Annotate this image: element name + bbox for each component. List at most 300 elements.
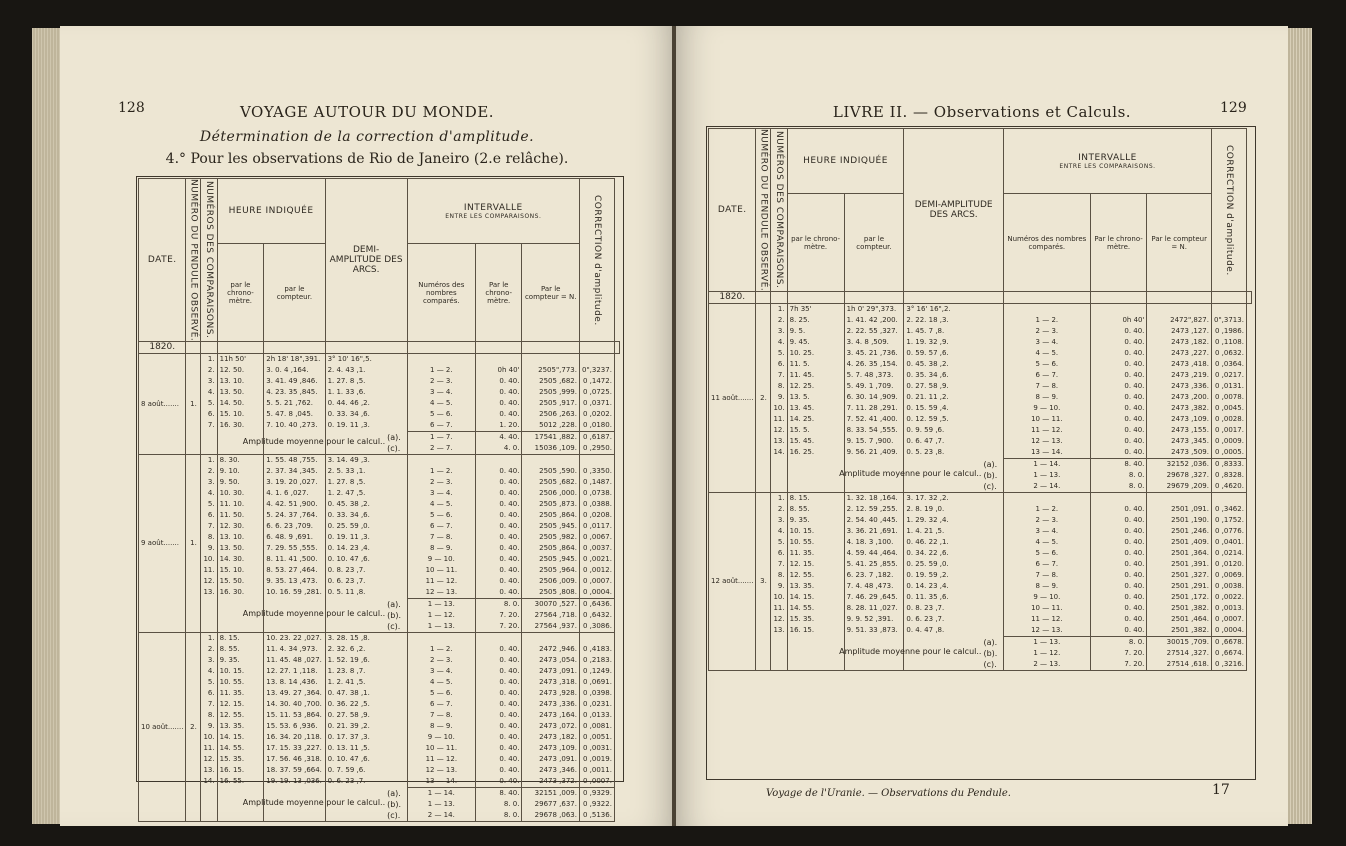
amplitude-correction-value: 0 ,1108.	[1214, 338, 1244, 347]
comparison-number-value: 7.	[777, 560, 785, 569]
comparison-number-value: 6.	[777, 549, 785, 558]
chronometer-time-value: 10. 55.	[789, 538, 815, 547]
chronometer-time-value: 7h 35'	[789, 305, 812, 314]
interval-counter	[522, 455, 580, 599]
interval-chronometer-value: 0. 40.	[499, 467, 520, 476]
interval-counter-value: 2505 ,682.	[539, 377, 577, 386]
compared-numbers-value: 2 — 3.	[430, 377, 453, 386]
counter-time-value: 3. 45. 21 ,736.	[846, 349, 898, 358]
counter-time-value: 6. 30. 14 ,909.	[846, 393, 898, 402]
interval-chronometer-value: 0. 40.	[499, 645, 520, 654]
half-amplitude-value: 0. 25. 59 ,0.	[327, 522, 370, 531]
average-interval-chronometer-value: 8. 0.	[503, 811, 520, 820]
compared-numbers	[407, 633, 475, 788]
compared-numbers-value: 11 — 12.	[1031, 615, 1063, 624]
year-cell: 1820.	[139, 342, 186, 354]
comparison-number-value: 1.	[777, 494, 785, 503]
compared-numbers-value: 9 — 10.	[427, 733, 455, 742]
interval-chronometer-value: 0. 40.	[499, 577, 520, 586]
counter-time-value: 8. 28. 11 ,027.	[846, 604, 898, 613]
average-interval-counter-value: 29678 ,327.	[1166, 471, 1209, 480]
pendulum-number-cell: 1.	[186, 354, 201, 455]
compared-numbers-value: 8 — 9.	[430, 722, 453, 731]
half-amplitude-value: 0. 33. 34 ,6.	[327, 511, 370, 520]
interval-counter-value: 2505 ,864.	[539, 511, 577, 520]
average-compared-numbers-value: 1 — 12.	[427, 611, 455, 620]
comparison-number-value: 8.	[777, 571, 785, 580]
compared-numbers-value: 10 — 11.	[425, 744, 458, 753]
counter-time-value: 2h 18' 18",391.	[266, 355, 321, 364]
counter-time-value: 2. 37. 34 ,345.	[266, 467, 318, 476]
chronometer-time-value: 12. 50.	[219, 366, 245, 375]
amplitude-correction-value: 0 ,0067.	[582, 533, 612, 542]
counter-time-value: 14. 30. 40 ,700.	[266, 700, 322, 709]
interval-chronometer-value: 0. 40.	[499, 667, 520, 676]
chronometer-time-value: 13. 10.	[219, 377, 245, 386]
counter-time-header: par le compteur.	[844, 194, 904, 292]
amplitude-correction-value: 0 ,0022.	[1214, 593, 1244, 602]
interval-counter-header: Par le compteur = N.	[522, 244, 580, 342]
chronometer-time-value: 16. 15.	[219, 766, 245, 775]
average-key: (c).	[387, 443, 401, 453]
half-amplitude-value: 1. 1. 33 ,6.	[327, 388, 366, 397]
comparison-number-value: 1.	[777, 305, 785, 314]
average-interval-counter-value: 27514 ,618.	[1166, 660, 1209, 669]
chronometer-time-value: 10. 30.	[219, 489, 245, 498]
compared-numbers-value: 4 — 5.	[430, 399, 453, 408]
counter-time-value: 5. 47. 8 ,045.	[266, 410, 314, 419]
interval-chronometer-value: 0. 40.	[499, 722, 520, 731]
chronometer-time-value: 10. 15.	[789, 527, 815, 536]
counter-time-value: 4. 1. 6 ,027.	[266, 489, 309, 498]
half-amplitude-value: 0. 14. 23 ,4.	[327, 544, 370, 553]
half-amplitude-value: 0. 59. 57 ,6.	[906, 349, 949, 358]
average-key: (b).	[983, 648, 998, 658]
half-amplitude-value: 0. 5. 11 ,8.	[327, 588, 366, 597]
chronometer-time-value: 12. 30.	[219, 522, 245, 531]
interval-chronometer-value: 0. 40.	[499, 522, 520, 531]
comparison-number-value: 8.	[777, 382, 785, 391]
interval-counter-header: Par le compteur = N.	[1147, 194, 1212, 292]
average-interval-chronometer-value: 7. 20.	[1124, 660, 1145, 669]
interval-chronometer-value: 0. 40.	[499, 388, 520, 397]
amplitude-correction-value: 0 ,0117.	[582, 522, 612, 531]
amplitude-correction-value: 0 ,0013.	[1214, 604, 1244, 613]
compared-numbers-header: Numéros des nombres comparés.	[1003, 194, 1090, 292]
interval-counter-value: 2501 ,190.	[1171, 516, 1209, 525]
chronometer-time-value: 10. 15.	[219, 667, 245, 676]
counter-time-value: 1h 0' 29",373.	[846, 305, 897, 314]
chronometer-time-value: 15. 50.	[219, 577, 245, 586]
comparison-number-value: 13.	[773, 626, 785, 635]
amplitude-correction-value: 0 ,0231.	[582, 700, 612, 709]
counter-time-value: 9. 35. 13 ,473.	[266, 577, 318, 586]
average-interval-counter	[522, 432, 580, 455]
interval-chronometer-value: 0. 40.	[1124, 437, 1145, 446]
chronometer-time-value: 12. 55.	[219, 711, 245, 720]
pendulum-number-cell: 1.	[186, 455, 201, 633]
average-interval-chronometer	[1090, 637, 1147, 671]
interval-counter-value: 2506 ,009.	[539, 577, 577, 586]
left-subtitle: Détermination de la correction d'amplitude.	[199, 129, 535, 145]
comparison-number-value: 4.	[207, 489, 215, 498]
compared-numbers-value: 12 — 13.	[425, 766, 458, 775]
half-amplitude-value: 0. 8. 23 ,7.	[906, 604, 945, 613]
half-amplitude-value: 0. 11. 35 ,6.	[906, 593, 949, 602]
average-interval-counter-value: 32152 ,036.	[1166, 460, 1209, 469]
half-amplitude-value: 3. 17. 32 ,2.	[906, 494, 949, 503]
compared-numbers-value: 3 — 4.	[430, 388, 453, 397]
average-key: (a).	[983, 637, 998, 647]
interval-counter-value: 2501 ,327.	[1171, 571, 1209, 580]
comparison-number-value: 2.	[207, 366, 215, 375]
average-compared-numbers	[1003, 459, 1090, 493]
right-running-head: LIVRE II. — Observations et Calculs.	[832, 103, 1132, 121]
comparison-number-value: 10.	[203, 555, 215, 564]
compared-numbers-value: 4 — 5.	[430, 678, 453, 687]
interval-chronometer	[475, 354, 521, 432]
interval-counter-value: 2505 ,945.	[539, 522, 577, 531]
average-correction	[1211, 637, 1246, 671]
half-amplitude-value: 1. 45. 7 ,8.	[906, 327, 945, 336]
half-amplitude-value: 2. 32. 6 ,2.	[327, 645, 366, 654]
interval-counter-value: 2473 ,054.	[539, 656, 577, 665]
interval-chronometer-value: 0. 40.	[1124, 582, 1145, 591]
interval-counter-value: 5012 ,228.	[539, 421, 577, 430]
chronometer-time-value: 16. 30.	[219, 588, 245, 597]
interval-chronometer-value: 1. 20.	[499, 421, 520, 430]
amplitude-correction-value: 0 ,0017.	[1214, 426, 1244, 435]
chronometer-time-value: 12. 15.	[789, 560, 815, 569]
empty-cell	[201, 342, 217, 354]
comparison-number-value: 11.	[773, 604, 785, 613]
correction-header: CORRECTION d'amplitude.	[579, 179, 614, 342]
comparison-number-value: 14.	[203, 777, 215, 786]
comparison-number-header: NUMÉROS DES COMPARAISONS.	[201, 179, 217, 342]
average-key: (c).	[983, 481, 997, 491]
average-correction	[579, 788, 614, 822]
average-interval-counter-value: 17541 ,882.	[534, 433, 577, 442]
interval-chronometer-value: 0. 40.	[1124, 415, 1145, 424]
compared-numbers-value: 1 — 2.	[430, 645, 453, 654]
compared-numbers-value: 2 — 3.	[1035, 327, 1059, 336]
amplitude-correction-value: 0 ,0364.	[1214, 360, 1244, 369]
interval-counter-value: 2506 ,263.	[539, 410, 577, 419]
average-label-text: Amplitude moyenne pour le calcul..	[242, 609, 386, 619]
empty-cell	[844, 292, 904, 304]
average-key: (c).	[387, 621, 401, 631]
compared-numbers-value: 10 — 11.	[1031, 604, 1063, 613]
compared-numbers-value: 4 — 5.	[430, 500, 453, 509]
compared-numbers-value: 10 — 11.	[1031, 415, 1063, 424]
counter-time-value: 2. 12. 59 ,255.	[846, 505, 898, 514]
average-compared-numbers-value: 1 — 12.	[1033, 649, 1061, 658]
comparison-number-value: 14.	[773, 448, 785, 457]
date-cell: 10 août.......	[139, 633, 186, 822]
interval-chronometer-header: Par le chrono-mètre.	[1090, 194, 1147, 292]
average-interval-counter-value: 27564 ,937.	[534, 622, 577, 631]
average-interval-counter	[1147, 459, 1212, 493]
counter-time-value: 7. 46. 29 ,645.	[846, 593, 898, 602]
amplitude-correction-value: 0 ,0031.	[582, 744, 612, 753]
interval-counter-value: 2473 ,318.	[539, 678, 577, 687]
compared-numbers-value: 11 — 12.	[425, 755, 458, 764]
average-compared-numbers-value: 1 — 13.	[427, 800, 455, 809]
amplitude-correction-value: 0 ,0019.	[582, 755, 612, 764]
chronometer-time	[787, 493, 844, 671]
observation-group-row	[709, 304, 1252, 459]
comparison-number-value: 4.	[777, 527, 785, 536]
average-interval-counter-value: 29677 ,637.	[534, 800, 577, 809]
chronometer-time-value: 8. 30.	[219, 456, 240, 465]
half-amplitude-value: 0. 6. 23 ,7.	[906, 615, 945, 624]
chronometer-time-value: 8. 15.	[789, 494, 810, 503]
compared-numbers-value: 5 — 6.	[1035, 360, 1059, 369]
amplitude-correction	[1211, 304, 1246, 459]
half-amplitude-value: 3. 28. 15 ,8.	[327, 634, 370, 643]
half-amplitude-value: 0. 10. 47 ,6.	[327, 555, 370, 564]
half-amplitude-value: 0. 44. 46 ,2.	[327, 399, 370, 408]
chronometer-time-value: 13. 10.	[219, 533, 245, 542]
comparison-number-value: 2.	[207, 645, 215, 654]
chronometer-time-value: 15. 10.	[219, 566, 245, 575]
chronometer-time-value: 14. 15.	[789, 593, 815, 602]
interval-counter	[1147, 493, 1212, 637]
compared-numbers-value: 13 — 14.	[425, 777, 458, 786]
average-interval-chronometer-value: 8. 40.	[1124, 460, 1145, 469]
pendulum-number-cell: 2.	[186, 633, 201, 822]
empty-cell	[186, 342, 201, 354]
comparison-number	[201, 455, 217, 633]
half-amplitude-value: 0. 12. 59 ,5.	[906, 415, 949, 424]
compared-numbers-value: 5 — 6.	[430, 689, 453, 698]
average-interval-chronometer-value: 8. 40.	[499, 789, 520, 798]
year-cell: 1820.	[709, 292, 756, 304]
counter-time-value: 18. 37. 59 ,664.	[266, 766, 322, 775]
compared-numbers-value: 10 — 11.	[425, 566, 458, 575]
left-page-number: 128	[118, 100, 145, 116]
amplitude-correction	[579, 455, 614, 599]
average-compared-numbers-value: 1 — 7.	[430, 433, 453, 442]
amplitude-correction-value: 0 ,0371.	[582, 399, 612, 408]
comparison-number-value: 10.	[773, 404, 785, 413]
counter-time	[844, 304, 904, 493]
amplitude-correction-value: 0 ,0214.	[1214, 549, 1244, 558]
comparison-number	[771, 493, 787, 671]
comparison-number-value: 6.	[207, 410, 215, 419]
amplitude-correction-value: 0 ,1986.	[1214, 327, 1244, 336]
average-interval-counter-value: 15036 ,109.	[534, 444, 577, 453]
interval-chronometer-value: 0. 40.	[1124, 571, 1145, 580]
compared-numbers-value: 6 — 7.	[430, 700, 453, 709]
half-amplitude-value: 1. 27. 8 ,5.	[327, 377, 366, 386]
average-interval-counter	[522, 788, 580, 822]
compared-numbers-value: 1 — 2.	[430, 366, 453, 375]
counter-time-value: 6. 6. 23 ,709.	[266, 522, 314, 531]
chronometer-time-value: 11h 50'	[219, 355, 247, 364]
amplitude-correction-value: 0 ,0038.	[1214, 582, 1244, 591]
half-amplitude-value: 1. 52. 19 ,6.	[327, 656, 370, 665]
compared-numbers-value: 1 — 2.	[1035, 316, 1059, 325]
half-amplitude-value: 0. 6. 23 ,7.	[327, 777, 366, 786]
comparison-number-value: 2.	[207, 467, 215, 476]
compared-numbers-value: 5 — 6.	[430, 511, 453, 520]
empty-cell	[756, 292, 771, 304]
right-page-edges	[1288, 28, 1312, 824]
chronometer-time-value: 14. 50.	[219, 399, 245, 408]
average-keys	[387, 432, 401, 454]
interval-chronometer	[1090, 304, 1147, 459]
counter-time-value: 6. 23. 7 ,182.	[846, 571, 894, 580]
comparison-number-value: 4.	[207, 388, 215, 397]
interval-header	[407, 179, 579, 244]
chronometer-time-value: 13. 45.	[789, 404, 815, 413]
comparison-number-value: 5.	[207, 678, 215, 687]
average-interval-counter-value: 27514 ,327.	[1166, 649, 1209, 658]
chronometer-time-value: 8. 55.	[219, 645, 240, 654]
average-correction-value: 0 ,6436.	[582, 600, 612, 609]
interval-chronometer-value: 0. 40.	[499, 555, 520, 564]
counter-time-value: 7. 11. 28 ,291.	[846, 404, 898, 413]
chronometer-time-value: 9. 10.	[219, 467, 240, 476]
comparison-number-value: 6.	[777, 360, 785, 369]
average-keys	[387, 599, 401, 632]
comparison-number-value: 7.	[207, 522, 215, 531]
chronometer-time-value: 10. 55.	[219, 678, 245, 687]
comparison-number-value: 4.	[207, 667, 215, 676]
half-amplitude-value: 2. 5. 33 ,1.	[327, 467, 366, 476]
half-amplitude-value: 0. 33. 34 ,6.	[327, 410, 370, 419]
empty-cell	[787, 292, 844, 304]
interval-chronometer-value: 0. 40.	[1124, 516, 1145, 525]
amplitude-correction-value: 0 ,0208.	[582, 511, 612, 520]
average-correction	[579, 599, 614, 633]
interval-chronometer-value: 0. 40.	[499, 489, 520, 498]
empty-cell	[1003, 292, 1090, 304]
average-key: (b).	[387, 799, 402, 809]
counter-time-value: 4. 42. 51 ,900.	[266, 500, 318, 509]
interval-chronometer-value: 0. 40.	[499, 544, 520, 553]
half-amplitude-value: 0. 19. 11 ,3.	[327, 533, 370, 542]
interval-counter-value: 2501 ,382.	[1171, 604, 1209, 613]
counter-time-value: 5. 49. 1 ,709.	[846, 382, 894, 391]
compared-numbers	[1003, 304, 1090, 459]
half-amplitude-value: 0. 27. 58 ,9.	[906, 382, 949, 391]
interval-chronometer-value: 0. 40.	[499, 700, 520, 709]
amplitude-correction-value: 0 ,0725.	[582, 388, 612, 397]
interval-chronometer-value: 0. 40.	[499, 766, 520, 775]
empty-cell	[614, 342, 619, 354]
compared-numbers-value: 6 — 7.	[430, 522, 453, 531]
date-cell: 8 août.......	[139, 354, 186, 455]
chronometer-time-value: 15. 35.	[219, 755, 245, 764]
counter-time-value: 7. 4. 48 ,473.	[846, 582, 894, 591]
compared-numbers-value: 7 — 8.	[430, 533, 453, 542]
counter-time-value: 6. 48. 9 ,691.	[266, 533, 314, 542]
chronometer-time-value: 8. 25.	[789, 316, 810, 325]
comparison-number-value: 3.	[207, 377, 215, 386]
comparison-number-value: 5.	[207, 399, 215, 408]
chronometer-time	[217, 455, 264, 633]
interval-counter-value: 2505 ,999.	[539, 388, 577, 397]
chronometer-time-value: 13. 50.	[219, 388, 245, 397]
counter-time-value: 10. 16. 59 ,281.	[266, 588, 322, 597]
interval-counter-value: 2473 ,346.	[539, 766, 577, 775]
amplitude-correction-value: 0 ,1752.	[1214, 516, 1244, 525]
amplitude-correction	[579, 354, 614, 432]
chronometer-time-header: par le chrono-mètre.	[217, 244, 264, 342]
average-keys	[983, 459, 997, 492]
half-amplitude-value: 1. 19. 32 ,9.	[906, 338, 949, 347]
date-header: DATE.	[709, 129, 756, 292]
chronometer-time-value: 11. 50.	[219, 511, 245, 520]
half-amplitude-value: 2. 8. 19 ,0.	[906, 505, 945, 514]
amplitude-correction-value: 0 ,0069.	[1214, 571, 1244, 580]
interval-counter-value: 2505 ,864.	[539, 544, 577, 553]
interval-counter-value: 2505",773.	[538, 366, 577, 375]
average-compared-numbers-value: 1 — 13.	[1033, 471, 1061, 480]
amplitude-correction-value: 0 ,0398.	[582, 689, 612, 698]
interval-counter-value: 2473 ,091.	[539, 667, 577, 676]
amplitude-correction-value: 0 ,4183.	[582, 645, 612, 654]
interval-counter	[522, 354, 580, 432]
interval-counter-value: 2501 ,246.	[1171, 527, 1209, 536]
interval-counter-value: 2505 ,945.	[539, 555, 577, 564]
half-amplitude-value: 1. 29. 32 ,4.	[906, 516, 949, 525]
interval-header	[1003, 129, 1211, 194]
amplitude-correction-value: 0 ,0632.	[1214, 349, 1244, 358]
half-amplitude-value: 1. 27. 8 ,5.	[327, 478, 366, 487]
empty-cell	[904, 292, 1004, 304]
interval-counter-value: 2501 ,391.	[1171, 560, 1209, 569]
comparison-number-value: 7.	[207, 700, 215, 709]
interval-chronometer-value: 0. 40.	[499, 500, 520, 509]
compared-numbers-value: 11 — 12.	[1031, 426, 1063, 435]
amplitude-correction-value: 0 ,0037.	[582, 544, 612, 553]
counter-time-value: 4. 18. 3 ,100.	[846, 538, 894, 547]
interval-counter-value: 2473 ,155.	[1171, 426, 1209, 435]
compared-numbers	[407, 455, 475, 599]
date-header: DATE.	[139, 179, 186, 342]
average-correction-value: 0 ,3216.	[1214, 660, 1244, 669]
compared-numbers-value: 3 — 4.	[430, 667, 453, 676]
counter-time-value: 3. 19. 20 ,027.	[266, 478, 318, 487]
half-amplitude-value: 0. 47. 38 ,1.	[327, 689, 370, 698]
amplitude-correction-value: 0 ,1487.	[582, 478, 612, 487]
amplitude-correction-value: 0 ,0078.	[1214, 393, 1244, 402]
half-amplitude-value: 0. 46. 22 ,1.	[906, 538, 949, 547]
empty-cell	[1246, 292, 1251, 304]
chronometer-time-value: 11. 35.	[219, 689, 245, 698]
interval-counter-value: 2473 ,164.	[539, 711, 577, 720]
half-amplitude-value: 0. 34. 22 ,6.	[906, 549, 949, 558]
counter-time-value: 3. 0. 4 ,164.	[266, 366, 309, 375]
half-amplitude-value: 1. 23. 8 ,7.	[327, 667, 366, 676]
average-interval-counter-value: 27564 ,718.	[534, 611, 577, 620]
empty-cell	[475, 342, 521, 354]
comparison-number	[201, 354, 217, 455]
half-amplitude-value: 3° 16' 16",2.	[906, 305, 951, 314]
average-compared-numbers	[1003, 637, 1090, 671]
interval-counter-value: 2473 ,072.	[539, 722, 577, 731]
average-correction-value: 0 ,6187.	[582, 433, 612, 442]
average-compared-numbers-value: 1 — 14.	[1033, 460, 1061, 469]
compared-numbers-value: 6 — 7.	[1035, 560, 1059, 569]
comparison-number-value: 5.	[777, 538, 785, 547]
average-compared-numbers-value: 1 — 13.	[427, 622, 455, 631]
interval-chronometer-value: 0. 40.	[1124, 404, 1145, 413]
average-interval-chronometer-value: 4. 0.	[503, 444, 520, 453]
